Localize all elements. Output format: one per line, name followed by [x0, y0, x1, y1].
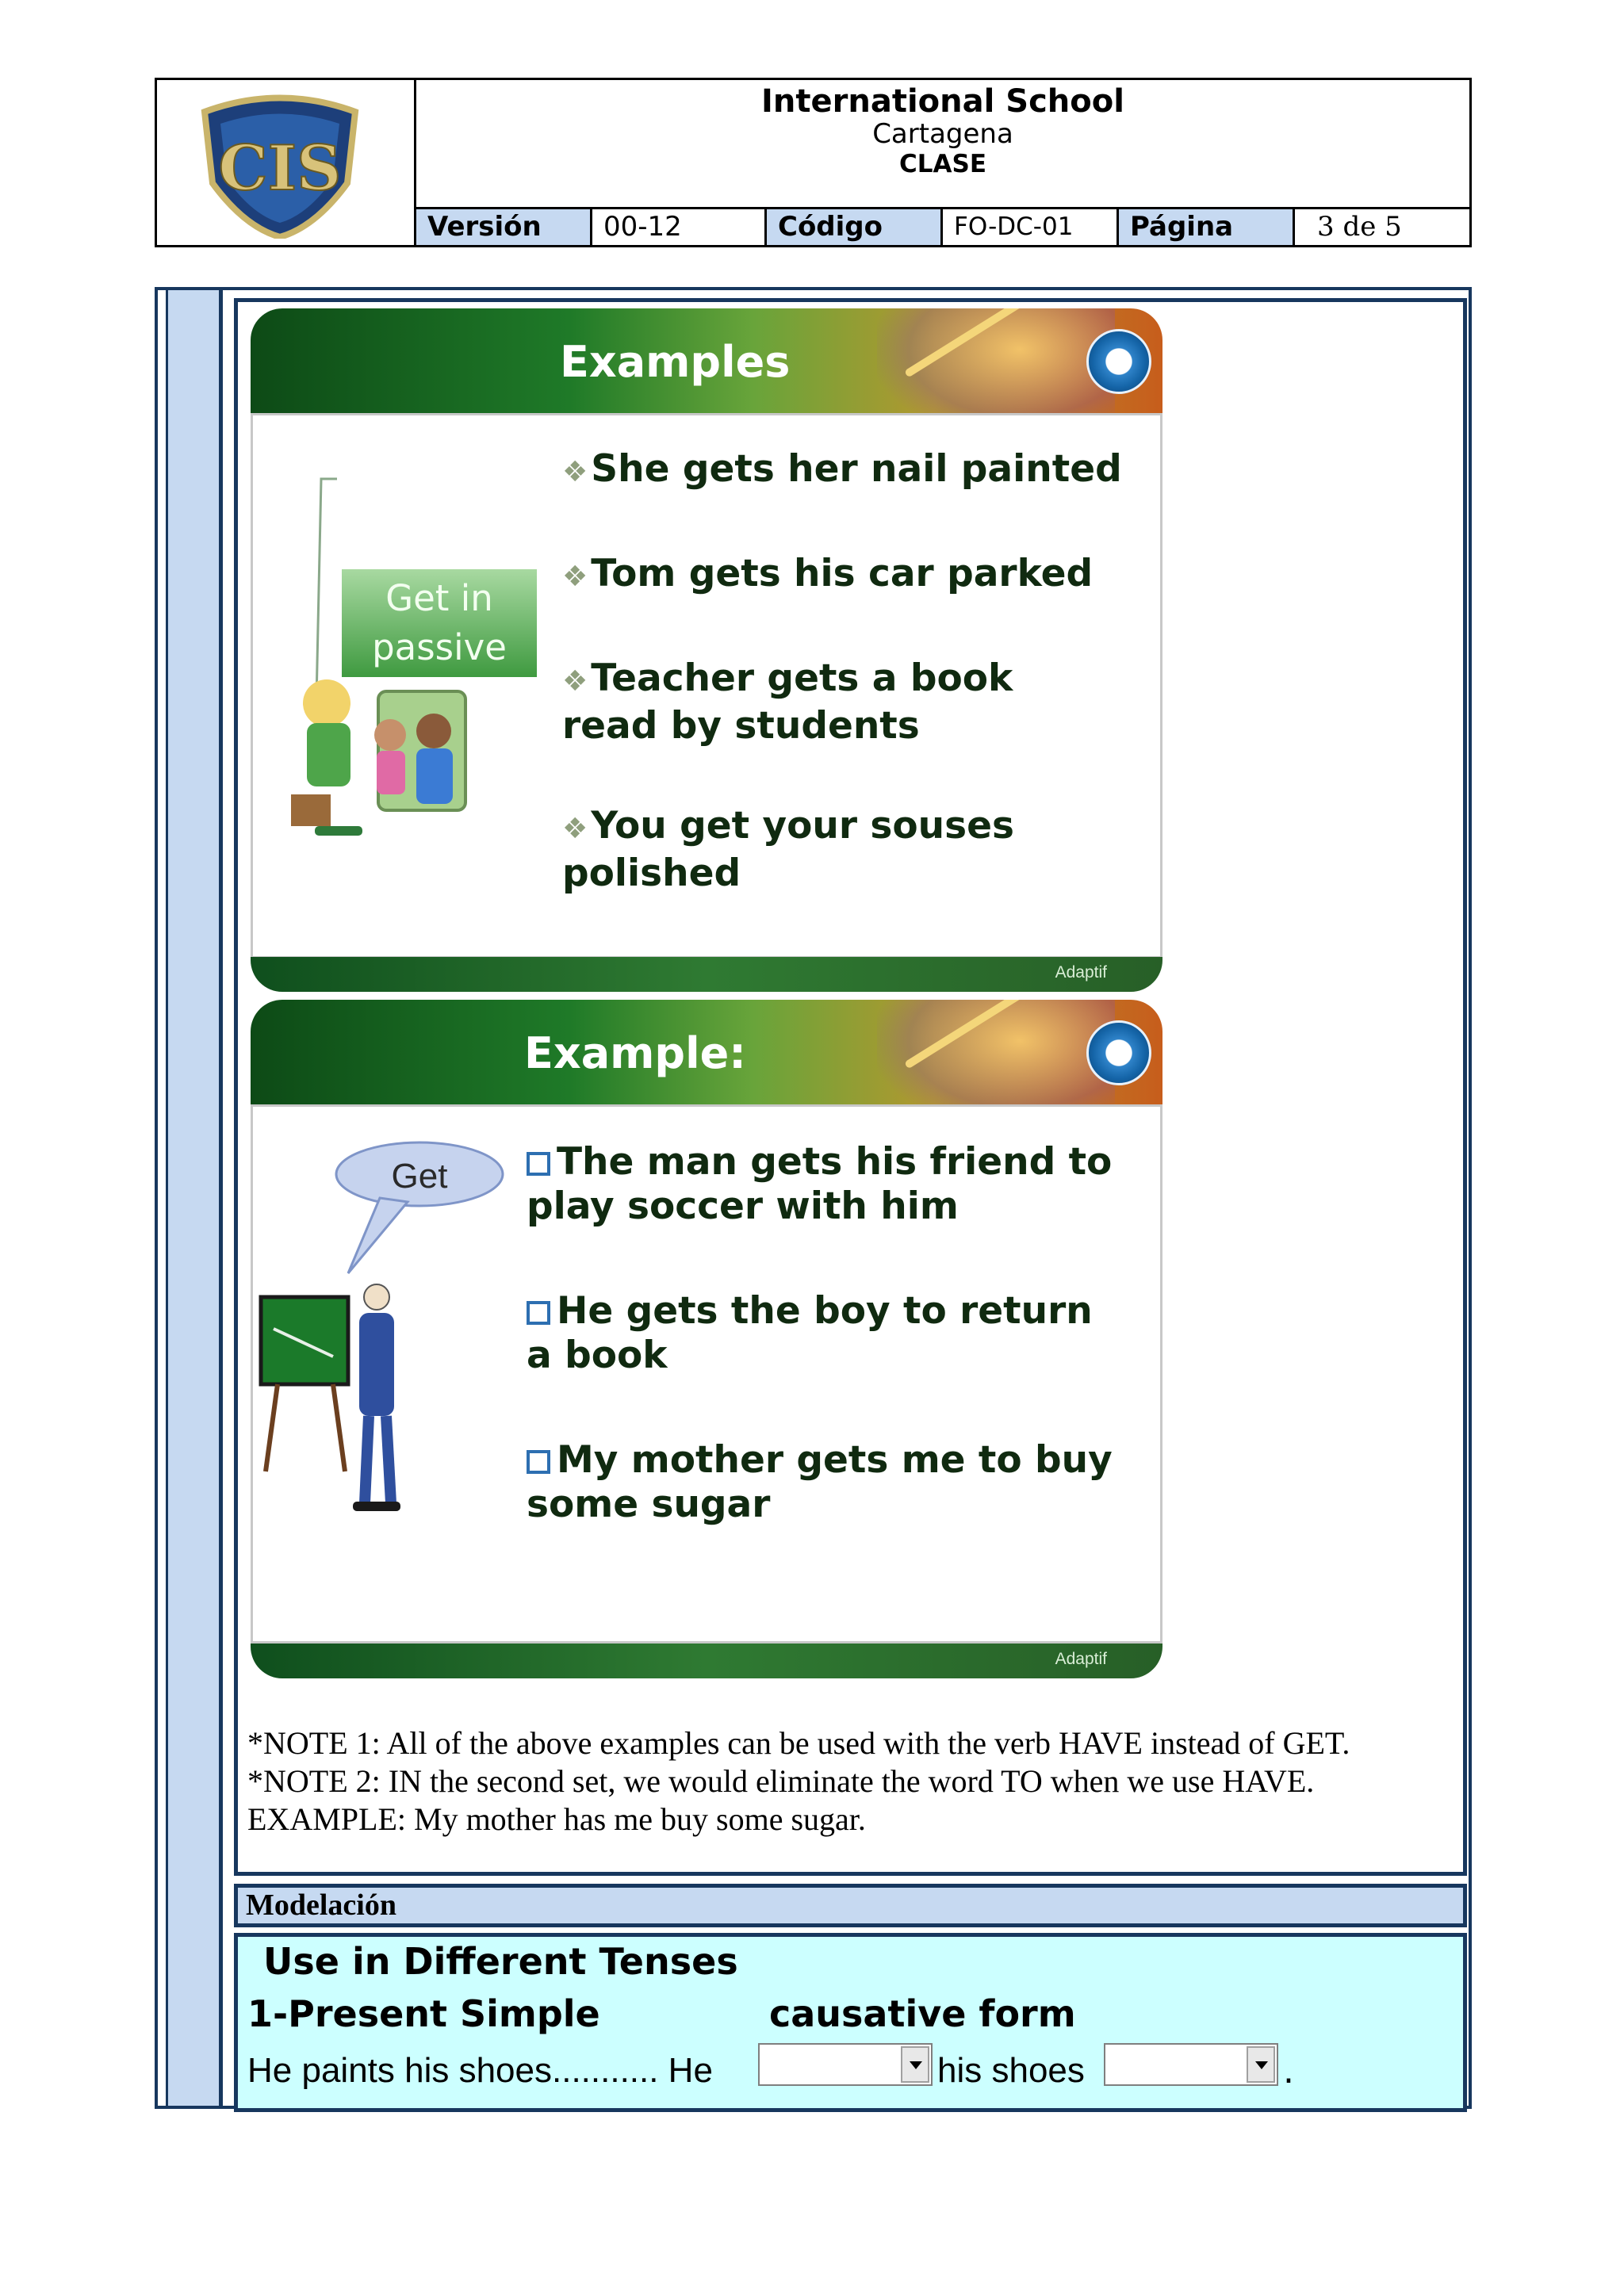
slide-footer	[251, 1644, 1162, 1678]
code-label: Código	[767, 209, 943, 245]
logo-cell	[157, 80, 416, 245]
answer-dropdown-1[interactable]	[758, 2043, 933, 2086]
pen-graphic	[877, 1000, 1115, 1104]
tense-label: 1-Present Simple	[247, 1992, 600, 2035]
slide-header-bar	[251, 1000, 1162, 1104]
bubble-text: Get	[391, 1157, 448, 1196]
square-bullet-icon	[527, 1301, 550, 1325]
chevron-down-icon[interactable]	[1247, 2046, 1275, 2083]
slide1-bullet-1: ❖She gets her nail painted	[562, 447, 1122, 491]
slide-title: Example:	[524, 1028, 746, 1078]
code-value: FO-DC-01	[943, 209, 1119, 245]
tenses-box	[234, 1933, 1467, 2112]
meta-row	[416, 209, 1469, 245]
diamond-bullet-icon: ❖	[562, 561, 588, 593]
slide-example	[251, 1000, 1162, 1683]
slide-footer-label: Adaptif	[1055, 1650, 1107, 1668]
square-bullet-icon	[527, 1152, 550, 1176]
exercise-sentence-mid: his shoes	[937, 2051, 1085, 2090]
slide-header-bar	[251, 308, 1162, 413]
school-name: International School	[761, 83, 1124, 120]
square-bullet-icon	[527, 1450, 550, 1474]
slide-footer	[251, 957, 1162, 992]
slide2-bullet-3: My mother gets me to buy some sugar	[527, 1438, 1113, 1526]
speech-bubble	[332, 1138, 523, 1281]
slide-footer-label: Adaptif	[1055, 963, 1107, 982]
diamond-bullet-icon: ❖	[562, 665, 588, 698]
diamond-bullet-icon: ❖	[562, 813, 588, 845]
title-cell	[416, 80, 1469, 209]
slide1-bullet-3: ❖Teacher gets a book read by students	[562, 656, 1013, 748]
version-label: Versión	[416, 209, 592, 245]
get-in-passive-tag: Get in passive	[342, 569, 537, 677]
answer-dropdown-2[interactable]	[1104, 2043, 1278, 2086]
page-label: Página	[1119, 209, 1295, 245]
note-2: *NOTE 2: IN the second set, we would eliminate the word TO when we use HAVE.	[247, 1763, 1315, 1799]
slide-body	[251, 413, 1162, 959]
causative-form-label: causative form	[769, 1992, 1076, 2035]
tenses-heading: Use in Different Tenses	[263, 1940, 738, 1983]
sentence-period: .	[1283, 2051, 1294, 2091]
school-logo	[189, 88, 371, 239]
page-value: 3 de 5	[1317, 211, 1402, 243]
chevron-down-icon[interactable]	[901, 2046, 929, 2083]
content-box	[234, 298, 1467, 1876]
teacher-students-illustration	[283, 668, 473, 842]
modelacion-bar: Modelación	[234, 1884, 1467, 1927]
slide2-bullet-2: He gets the boy to return a book	[527, 1289, 1093, 1377]
note-1: *NOTE 1: All of the above examples can be used with the verb HAVE instead of GET.	[247, 1725, 1350, 1761]
teacher-blackboard-illustration	[258, 1281, 416, 1527]
slide-title: Examples	[560, 337, 791, 387]
logo-text: CIS	[218, 132, 342, 205]
pen-graphic	[877, 308, 1115, 413]
document-header	[155, 78, 1472, 247]
class-label: CLASE	[899, 150, 986, 178]
version-value: 00-12	[592, 209, 767, 245]
main-frame	[155, 287, 1472, 2109]
slide1-bullet-2: ❖Tom gets his car parked	[562, 552, 1094, 595]
slide1-bullet-4: ❖You get your souses polished	[562, 804, 1014, 895]
slide2-bullet-1: The man gets his friend to play soccer with him	[527, 1140, 1113, 1228]
side-strip	[166, 290, 223, 2106]
slide-body	[251, 1104, 1162, 1644]
diamond-bullet-icon: ❖	[562, 456, 588, 488]
slide-examples	[251, 308, 1162, 992]
exercise-sentence-start: He paints his shoes........... He	[247, 2051, 713, 2090]
seal-icon	[1086, 329, 1151, 394]
seal-icon	[1086, 1020, 1151, 1085]
example-note: EXAMPLE: My mother has me buy some sugar.	[247, 1801, 866, 1837]
city-name: Cartagena	[872, 118, 1013, 150]
